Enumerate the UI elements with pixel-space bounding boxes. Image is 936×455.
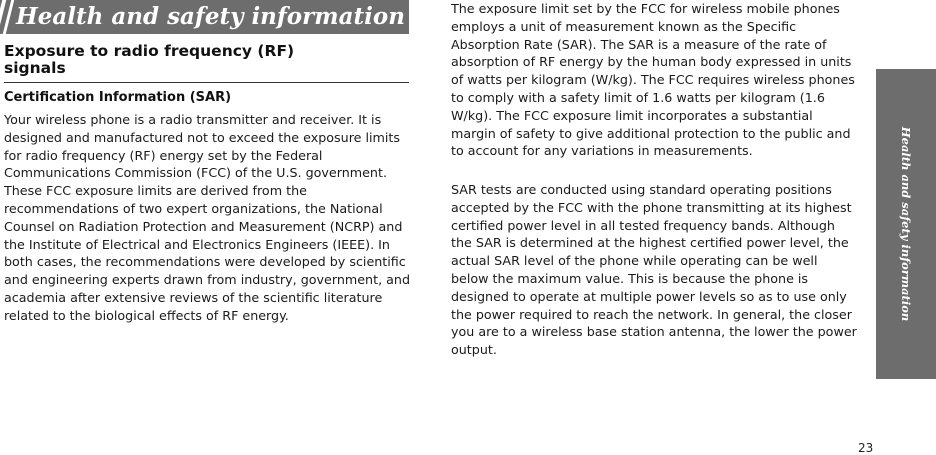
page-number: 23 — [858, 441, 874, 455]
side-tab-label: Health and safety information — [899, 126, 913, 322]
section-divider — [4, 82, 409, 83]
body-paragraph-sar-limit: The exposure limit set by the FCC for wireless mobile phones employs a unit of measurement known as the Specific Absorption Rate (SAR). The SAR is a measure of the rate of absorption of RF energy by the human body expressed in units of watts per kilogram (W/kg). The FCC requires wireless phones to comply with a safety limit of 1.6 watts per kilogram (1.6 W/kg). The FCC exposure limit incorporates a substantial margin of safety to give additional protection to the public and to account for any variations in measurements. — [451, 1, 855, 159]
subsection-title: Certification Information (SAR) — [4, 90, 232, 105]
chapter-header-bar — [0, 0, 409, 34]
body-paragraph-certification: Your wireless phone is a radio transmitter and receiver. It is designed and manufactured not to exceed the exposure limits for radio frequency (RF) energy set by the Federal Communications Commission (FCC) of the U.S. government. These FCC exposure limits are derived from the recommendations of two expert organizations, the National Counsel on Radiation Protection and Measurement (NCRP) and the Institute of Electrical and Electronics Engineers (IEEE). In both cases, the recommendations were developed by scientific and engineering experts drawn from industry, government, and academia after extensive reviews of the scientific literature related to the biological effects of RF energy. — [4, 112, 411, 323]
chapter-title: Health and safety information — [16, 3, 405, 30]
chapter-side-tab — [876, 69, 936, 379]
section-title: Exposure to radio frequency (RF) signals — [4, 42, 295, 77]
body-paragraph-sar-tests: SAR tests are conducted using standard operating positions accepted by the FCC with the phone transmitting at its highest certified power level in all tested frequency bands. Although the SAR is determined at the highest certified power level, the actual SAR level of the phone while operating can be well below the maximum value. This is because the phone is designed to operate at multiple power levels so as to use only the power required to reach the network. In general, the closer you are to a wireless base station antenna, the lower the power output. — [451, 182, 857, 358]
